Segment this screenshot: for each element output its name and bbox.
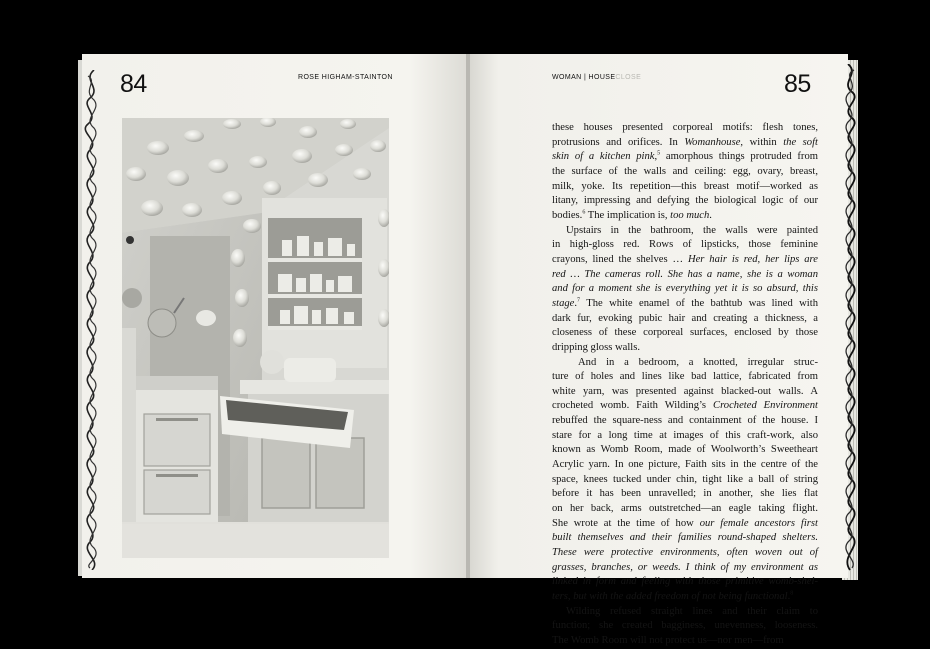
text-line: on her back, arms outstretched—an eagle taking flight. xyxy=(552,503,818,515)
right-edge-squiggle-pattern xyxy=(838,64,862,574)
body-paragraph xyxy=(552,356,818,605)
text-line: She wrote at the time of how our female ancestors first xyxy=(552,517,818,529)
right-running-head xyxy=(552,74,641,81)
text-line: Wilding refused straight lines and their claim to xyxy=(566,605,818,617)
text-line: skin of a kitchen pink,$^5$ amorphous things protruded from xyxy=(552,150,818,163)
text-line: stare for a long time at images of this craft-work, also xyxy=(552,429,818,441)
text-line: the surface of the walls and ceiling: egg, ovary, breast, xyxy=(552,165,818,177)
text-line: in high-gloss red. Rows of lipsticks, those feminine xyxy=(552,239,818,251)
text-line: crayons, lined the shelves … Her hair is red, her lips are xyxy=(552,253,818,265)
text-line: Upstairs in the bathroom, the walls were painted xyxy=(566,224,818,236)
text-line: white yarn, was presented against blacked-out walls. A xyxy=(552,385,818,397)
body-text-column xyxy=(552,121,818,649)
text-line: Acrylic yarn. In one picture, Faith sits in the centre of the xyxy=(552,459,818,471)
text-line: milk, yoke. Its repetition—this breast motif—worked as xyxy=(552,180,818,192)
text-line: grasses, branches, or weeds. I think of my environment as xyxy=(552,561,818,573)
text-line: These were protective environments, often woven out of xyxy=(552,547,818,559)
book-gutter xyxy=(466,54,470,578)
right-running-head-label: WOMAN | HOUSE xyxy=(552,74,616,81)
text-line: red … The cameras roll. She has a name, she is a woman xyxy=(552,268,818,280)
body-paragraph xyxy=(552,605,818,649)
text-line: protrusions and orifices. In Womanhouse, within the soft xyxy=(552,136,818,148)
text-line: built themselves and their families round-shaped shelters. xyxy=(552,532,818,544)
text-line: dripping gloss walls. xyxy=(552,341,640,353)
text-line: bodies.$^6$ The implication is, too much. xyxy=(552,209,712,221)
left-edge-squiggle-pattern xyxy=(80,70,102,570)
text-line: stage.$^7$ The white enamel of the bathtub was lined with xyxy=(552,297,818,309)
text-line: crocheted womb. Faith Wilding’s Crocheted Environment xyxy=(552,400,819,412)
right-page-number: 85 xyxy=(784,70,811,98)
text-line: dark fur, evoking pubic hair and creating a thickness, a xyxy=(552,312,818,324)
text-line: And in a bedroom, a knotted, irregular struc- xyxy=(578,356,818,368)
text-line: closeness of these corporeal surfaces, enclosed by those xyxy=(552,327,818,339)
text-line: function; she created bagginess, unevenness, looseness. xyxy=(552,620,818,632)
text-line: rebuffed the square-ness and containment of the house. I xyxy=(552,415,818,427)
kitchen-installation-photo xyxy=(122,118,389,558)
text-line: before it has been unravelled; in another, she lies flat xyxy=(552,488,818,500)
left-running-head: ROSE HIGHAM-STAINTON xyxy=(298,74,393,81)
text-line: litany, impressing and defying the biological logic of our xyxy=(552,195,818,207)
text-line: ture of holes and lines like bad lattice, fabricated from xyxy=(552,371,818,383)
text-line: linked in form and feeling with those primitive womb-shel- xyxy=(552,576,818,588)
text-line: known as Womb Room, made of Woolworth’s Sweetheart xyxy=(552,444,818,456)
text-line: ters, but with the added freedom of not being functional.$^8$ xyxy=(552,590,794,602)
text-line: these houses presented corporeal motifs: flesh tones, xyxy=(552,122,818,133)
text-line: space, knees tucked under chin, tight like a ball of string xyxy=(552,473,818,485)
text-line: The Womb Room will not protect us—nor men—from xyxy=(552,634,784,646)
body-paragraph xyxy=(552,121,818,224)
left-page-number: 84 xyxy=(120,70,147,98)
text-line: and for a moment she is everything yet it is so absurd, this xyxy=(552,283,818,295)
right-running-head-faded: CLOSE xyxy=(615,74,642,81)
body-paragraph xyxy=(552,224,818,356)
